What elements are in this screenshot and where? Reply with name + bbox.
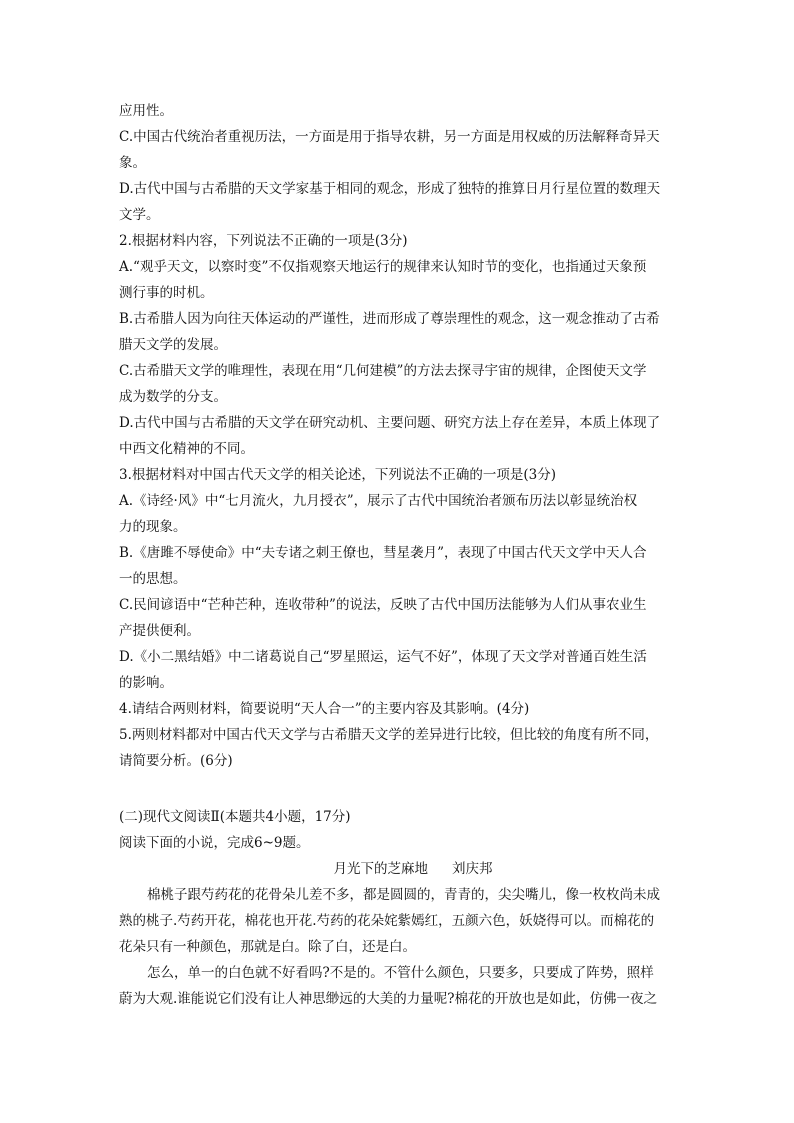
- question-5: 5.两则材料都对中国古代天文学与古希腊天文学的差异进行比较，但比较的角度有所不同，: [119, 727, 659, 743]
- question-4: 4.请结合两则材料，简要说明“天人合一”的主要内容及其影响。(4分): [119, 701, 530, 717]
- text-line: 力的现象。: [119, 519, 187, 535]
- text-line: 象。: [119, 155, 146, 171]
- text-line: 中西文化精神的不同。: [119, 441, 254, 457]
- story-author: 刘庆邦: [452, 861, 493, 877]
- text-line: 蔚为大观.谁能说它们没有让人神思缈远的大美的力量呢?棉花的开放也是如此，仿佛一夜之: [119, 991, 658, 1007]
- text-line: 熟的桃子.芍药开花，棉花也开花.芍药的花朵姹紫嫣红，五颜六色，妖娆得可以。而棉花的: [119, 913, 655, 929]
- questions-section: [119, 98, 687, 774]
- text-line: 花朵只有一种颜色，那就是白。除了白，还是白。: [119, 939, 416, 955]
- reading-section: [119, 804, 687, 1012]
- story-paragraph: [119, 960, 687, 1012]
- text-line: 测行事的时机。: [119, 285, 214, 301]
- text-line: 成为数学的分支。: [119, 389, 227, 405]
- text-line: A.《诗经·风》中“七月流火，九月授衣”，展示了古代中国统治者颁布历法以彰显统治权: [119, 493, 638, 509]
- text-line: C.中国古代统治者重视历法，一方面是用于指导农耕，另一方面是用权威的历法解释奇异天: [119, 129, 660, 145]
- text-line: 产提供便利。: [119, 623, 200, 639]
- text-line: B.古希腊人因为向往天体运动的严谨性，进而形成了尊崇理性的观念，这一观念推动了古希: [119, 311, 660, 327]
- document-page: [119, 98, 687, 1012]
- text-line: B.《唐雎不辱使命》中“夫专诸之刺王僚也，彗星袭月”，表现了中国古代天文学中天人合: [119, 545, 647, 561]
- question-3: 3.根据材料对中国古代天文学的相关论述，下列说法不正确的一项是(3分): [119, 467, 557, 483]
- text-line: D.古代中国与古希腊的天文学家基于相同的观念，形成了独特的推算日月行星位置的数理天: [119, 181, 661, 197]
- text-line: 请简要分析。(6分): [119, 753, 233, 769]
- text-line: 一的思想。: [119, 571, 187, 587]
- section-heading: (二)现代文阅读Ⅱ(本题共4小题，17分): [119, 809, 351, 825]
- text-line: D.《小二黑结婚》中二诸葛说自己“罗星照运，运气不好”，体现了天文学对普通百姓生活: [119, 649, 647, 665]
- story-title-line: [119, 856, 687, 882]
- story-paragraph: [119, 882, 687, 960]
- text-line: D.古代中国与古希腊的天文学在研究动机、主要问题、研究方法上存在差异，本质上体现了: [119, 415, 661, 431]
- text-line: A.“观乎天文，以察时变”不仅指观察天地运行的规律来认知时节的变化，也指通过天象预: [119, 259, 647, 275]
- text-line: C.民间谚语中“芒种芒种，连收带种”的说法，反映了古代中国历法能够为人们从事农业生: [119, 597, 647, 613]
- text-line: 怎么，单一的白色就不好看吗?不是的。不管什么颜色，只要多，只要成了阵势，照样: [147, 965, 654, 981]
- text-line: 棉桃子跟芍药花的花骨朵儿差不多，都是圆圆的，青青的，尖尖嘴儿，像一枚枚尚未成: [147, 887, 660, 903]
- story-title: 月光下的芝麻地: [333, 861, 428, 877]
- question-2: 2.根据材料内容，下列说法不正确的一项是(3分): [119, 233, 408, 249]
- text-line: C.古希腊天文学的唯理性，表现在用“几何建模”的方法去探寻宇宙的规律，企图使天文学: [119, 363, 647, 379]
- text-line: 文学。: [119, 207, 160, 223]
- text-line: 腊天文学的发展。: [119, 337, 227, 353]
- section-instruction: 阅读下面的小说，完成6~9题。: [119, 835, 310, 851]
- text-line: 的影响。: [119, 675, 173, 691]
- text-line: 应用性。: [119, 103, 173, 119]
